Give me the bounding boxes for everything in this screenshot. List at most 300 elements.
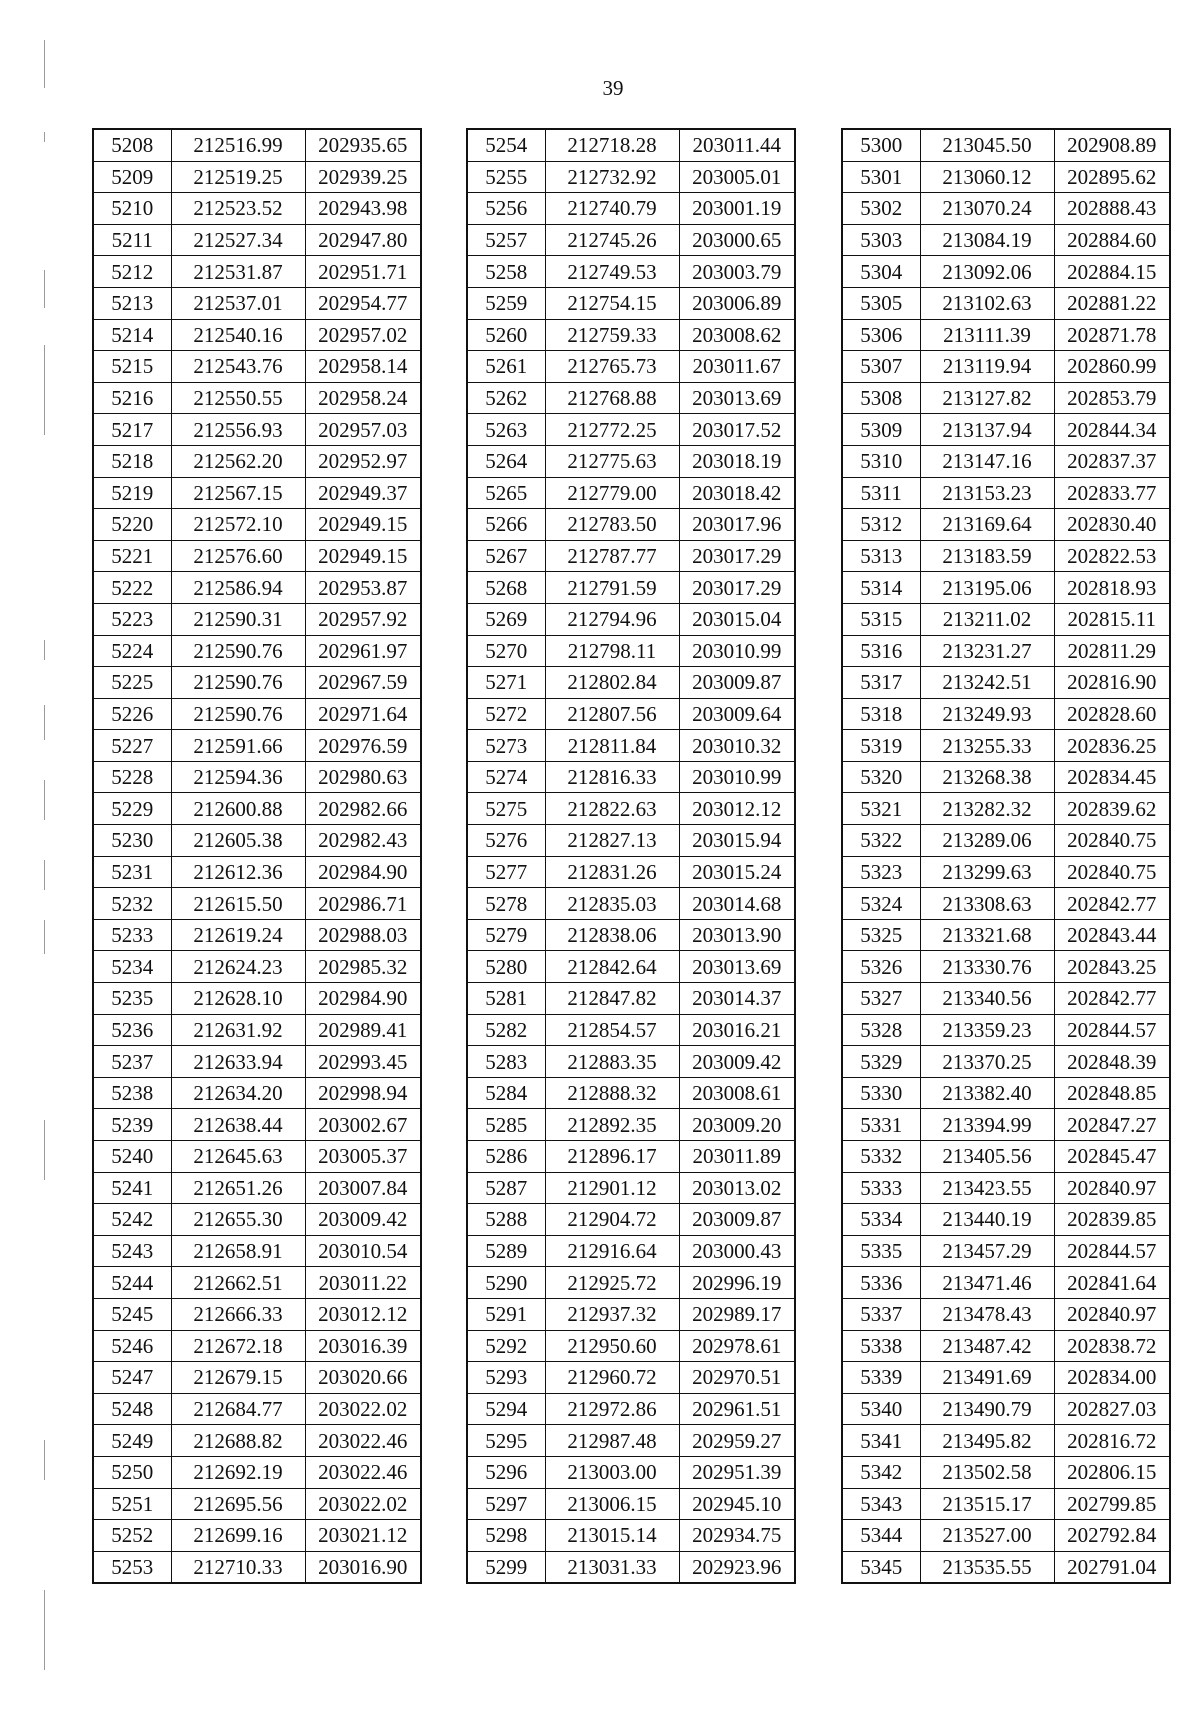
x-coordinate-cell: 213535.55 [920,1551,1054,1583]
x-coordinate-cell: 212666.33 [171,1298,305,1330]
x-coordinate-cell: 212540.16 [171,319,305,351]
table-row [467,540,795,572]
x-coordinate-cell: 213060.12 [920,161,1054,193]
y-coordinate-cell: 202989.17 [679,1298,795,1330]
point-number-cell: 5291 [467,1298,545,1330]
point-number-cell: 5337 [842,1298,920,1330]
point-number-cell: 5300 [842,129,920,161]
point-number-cell: 5242 [93,1204,171,1236]
y-coordinate-cell: 202816.90 [1054,667,1170,699]
x-coordinate-cell: 213119.94 [920,351,1054,383]
y-coordinate-cell: 202958.24 [305,382,421,414]
table-row [93,1046,421,1078]
point-number-cell: 5257 [467,224,545,256]
x-coordinate-cell: 212768.88 [545,382,679,414]
point-number-cell: 5230 [93,825,171,857]
x-coordinate-cell: 213423.55 [920,1172,1054,1204]
y-coordinate-cell: 202984.90 [305,983,421,1015]
y-coordinate-cell: 202845.47 [1054,1141,1170,1173]
x-coordinate-cell: 213478.43 [920,1298,1054,1330]
y-coordinate-cell: 202949.37 [305,477,421,509]
table-row [93,1014,421,1046]
table-row [467,193,795,225]
table-row [842,761,1170,793]
x-coordinate-cell: 212695.56 [171,1488,305,1520]
x-coordinate-cell: 213491.69 [920,1362,1054,1394]
point-number-cell: 5298 [467,1520,545,1552]
point-number-cell: 5327 [842,983,920,1015]
point-number-cell: 5236 [93,1014,171,1046]
point-number-cell: 5256 [467,193,545,225]
point-number-cell: 5340 [842,1393,920,1425]
x-coordinate-cell: 213169.64 [920,509,1054,541]
point-number-cell: 5267 [467,540,545,572]
x-coordinate-cell: 212842.64 [545,951,679,983]
table-row [467,572,795,604]
y-coordinate-cell: 202881.22 [1054,287,1170,319]
point-number-cell: 5248 [93,1393,171,1425]
x-coordinate-cell: 213321.68 [920,919,1054,951]
point-number-cell: 5223 [93,603,171,635]
table-row [93,856,421,888]
point-number-cell: 5232 [93,888,171,920]
y-coordinate-cell: 203010.99 [679,761,795,793]
point-number-cell: 5244 [93,1267,171,1299]
point-number-cell: 5301 [842,161,920,193]
y-coordinate-cell: 203011.44 [679,129,795,161]
x-coordinate-cell: 213440.19 [920,1204,1054,1236]
y-coordinate-cell: 203010.54 [305,1235,421,1267]
y-coordinate-cell: 203009.42 [305,1204,421,1236]
table-row [93,287,421,319]
table-row [842,256,1170,288]
table-row [842,919,1170,951]
x-coordinate-cell: 212658.91 [171,1235,305,1267]
table-row [842,1520,1170,1552]
x-coordinate-cell: 212628.10 [171,983,305,1015]
y-coordinate-cell: 203003.79 [679,256,795,288]
table-row [93,1520,421,1552]
scan-margin-mark [44,345,45,435]
x-coordinate-cell: 213330.76 [920,951,1054,983]
point-number-cell: 5276 [467,825,545,857]
x-coordinate-cell: 212901.12 [545,1172,679,1204]
y-coordinate-cell: 202830.40 [1054,509,1170,541]
point-number-cell: 5245 [93,1298,171,1330]
table-row [93,603,421,635]
x-coordinate-cell: 212937.32 [545,1298,679,1330]
point-number-cell: 5273 [467,730,545,762]
x-coordinate-cell: 212550.55 [171,382,305,414]
x-coordinate-cell: 212699.16 [171,1520,305,1552]
y-coordinate-cell: 202843.44 [1054,919,1170,951]
table-row [842,351,1170,383]
scan-margin-mark [44,780,45,820]
table-row [842,1235,1170,1267]
x-coordinate-cell: 213242.51 [920,667,1054,699]
scan-margin-mark [44,40,45,88]
point-number-cell: 5263 [467,414,545,446]
point-number-cell: 5345 [842,1551,920,1583]
y-coordinate-cell: 202954.77 [305,287,421,319]
table-row [842,1393,1170,1425]
table-row [467,287,795,319]
y-coordinate-cell: 202951.39 [679,1456,795,1488]
point-number-cell: 5342 [842,1456,920,1488]
x-coordinate-cell: 213457.29 [920,1235,1054,1267]
x-coordinate-cell: 213527.00 [920,1520,1054,1552]
x-coordinate-cell: 212854.57 [545,1014,679,1046]
y-coordinate-cell: 202816.72 [1054,1425,1170,1457]
y-coordinate-cell: 203013.02 [679,1172,795,1204]
table-row [842,698,1170,730]
table-row [467,351,795,383]
table-row [467,1204,795,1236]
x-coordinate-cell: 212638.44 [171,1109,305,1141]
table-row [467,1014,795,1046]
point-number-cell: 5271 [467,667,545,699]
x-coordinate-cell: 212576.60 [171,540,305,572]
x-coordinate-cell: 212807.56 [545,698,679,730]
point-number-cell: 5219 [93,477,171,509]
point-number-cell: 5249 [93,1425,171,1457]
x-coordinate-cell: 212710.33 [171,1551,305,1583]
point-number-cell: 5280 [467,951,545,983]
point-number-cell: 5335 [842,1235,920,1267]
coordinate-table-2 [466,128,796,1584]
y-coordinate-cell: 202971.64 [305,698,421,730]
table-row [93,1393,421,1425]
point-number-cell: 5289 [467,1235,545,1267]
point-number-cell: 5333 [842,1172,920,1204]
x-coordinate-cell: 212759.33 [545,319,679,351]
point-number-cell: 5215 [93,351,171,383]
x-coordinate-cell: 212537.01 [171,287,305,319]
table-row [842,1077,1170,1109]
x-coordinate-cell: 212754.15 [545,287,679,319]
table-row [93,761,421,793]
x-coordinate-cell: 212523.52 [171,193,305,225]
x-coordinate-cell: 213299.63 [920,856,1054,888]
point-number-cell: 5329 [842,1046,920,1078]
y-coordinate-cell: 202806.15 [1054,1456,1170,1488]
x-coordinate-cell: 212519.25 [171,161,305,193]
table-row [93,572,421,604]
x-coordinate-cell: 213394.99 [920,1109,1054,1141]
point-number-cell: 5306 [842,319,920,351]
point-number-cell: 5260 [467,319,545,351]
y-coordinate-cell: 202961.97 [305,635,421,667]
y-coordinate-cell: 203017.29 [679,540,795,572]
table-row [467,635,795,667]
table-row [467,983,795,1015]
table-row [93,1077,421,1109]
point-number-cell: 5266 [467,509,545,541]
x-coordinate-cell: 212787.77 [545,540,679,572]
point-number-cell: 5258 [467,256,545,288]
y-coordinate-cell: 202923.96 [679,1551,795,1583]
point-number-cell: 5237 [93,1046,171,1078]
y-coordinate-cell: 203005.37 [305,1141,421,1173]
table-row [842,1141,1170,1173]
x-coordinate-cell: 212633.94 [171,1046,305,1078]
y-coordinate-cell: 202853.79 [1054,382,1170,414]
table-row [842,825,1170,857]
y-coordinate-cell: 202957.92 [305,603,421,635]
x-coordinate-cell: 212516.99 [171,129,305,161]
x-coordinate-cell: 212972.86 [545,1393,679,1425]
y-coordinate-cell: 202951.71 [305,256,421,288]
y-coordinate-cell: 202842.77 [1054,888,1170,920]
y-coordinate-cell: 202841.64 [1054,1267,1170,1299]
x-coordinate-cell: 213515.17 [920,1488,1054,1520]
table-row [467,603,795,635]
table-row [93,730,421,762]
y-coordinate-cell: 202989.41 [305,1014,421,1046]
point-number-cell: 5208 [93,129,171,161]
table-row [93,1235,421,1267]
table-row [467,477,795,509]
table-row [842,1267,1170,1299]
table-row [842,193,1170,225]
x-coordinate-cell: 212591.66 [171,730,305,762]
x-coordinate-cell: 212835.03 [545,888,679,920]
point-number-cell: 5253 [93,1551,171,1583]
point-number-cell: 5315 [842,603,920,635]
y-coordinate-cell: 202840.97 [1054,1172,1170,1204]
x-coordinate-cell: 212600.88 [171,793,305,825]
coordinate-table-1 [92,128,422,1584]
y-coordinate-cell: 202945.10 [679,1488,795,1520]
table-row [467,1520,795,1552]
y-coordinate-cell: 203018.42 [679,477,795,509]
point-number-cell: 5262 [467,382,545,414]
y-coordinate-cell: 203005.01 [679,161,795,193]
y-coordinate-cell: 202949.15 [305,509,421,541]
x-coordinate-cell: 212615.50 [171,888,305,920]
y-coordinate-cell: 203000.43 [679,1235,795,1267]
table-row [93,161,421,193]
y-coordinate-cell: 202884.60 [1054,224,1170,256]
y-coordinate-cell: 202834.00 [1054,1362,1170,1394]
point-number-cell: 5302 [842,193,920,225]
x-coordinate-cell: 213308.63 [920,888,1054,920]
table-row [842,1046,1170,1078]
point-number-cell: 5251 [93,1488,171,1520]
scan-margin-mark [44,1120,45,1180]
point-number-cell: 5309 [842,414,920,446]
point-number-cell: 5325 [842,919,920,951]
point-number-cell: 5297 [467,1488,545,1520]
x-coordinate-cell: 212590.76 [171,635,305,667]
y-coordinate-cell: 202998.94 [305,1077,421,1109]
point-number-cell: 5250 [93,1456,171,1488]
table-row [842,224,1170,256]
x-coordinate-cell: 212684.77 [171,1393,305,1425]
y-coordinate-cell: 202939.25 [305,161,421,193]
table-row [93,540,421,572]
x-coordinate-cell: 212692.19 [171,1456,305,1488]
point-number-cell: 5217 [93,414,171,446]
table-row [93,667,421,699]
table-row [467,256,795,288]
table-row [842,1551,1170,1583]
y-coordinate-cell: 202847.27 [1054,1109,1170,1141]
y-coordinate-cell: 202958.14 [305,351,421,383]
x-coordinate-cell: 212888.32 [545,1077,679,1109]
x-coordinate-cell: 213070.24 [920,193,1054,225]
table-row [93,414,421,446]
y-coordinate-cell: 203016.90 [305,1551,421,1583]
y-coordinate-cell: 203017.52 [679,414,795,446]
point-number-cell: 5292 [467,1330,545,1362]
x-coordinate-cell: 213003.00 [545,1456,679,1488]
x-coordinate-cell: 212775.63 [545,445,679,477]
x-coordinate-cell: 212572.10 [171,509,305,541]
y-coordinate-cell: 203015.04 [679,603,795,635]
table-row [93,319,421,351]
x-coordinate-cell: 212783.50 [545,509,679,541]
table-row [467,1425,795,1457]
point-number-cell: 5252 [93,1520,171,1552]
y-coordinate-cell: 202888.43 [1054,193,1170,225]
x-coordinate-cell: 213231.27 [920,635,1054,667]
y-coordinate-cell: 202840.75 [1054,856,1170,888]
x-coordinate-cell: 213249.93 [920,698,1054,730]
x-coordinate-cell: 213015.14 [545,1520,679,1552]
scan-margin-mark [44,860,45,890]
y-coordinate-cell: 203016.21 [679,1014,795,1046]
x-coordinate-cell: 212916.64 [545,1235,679,1267]
x-coordinate-cell: 212779.00 [545,477,679,509]
table-row [842,1425,1170,1457]
point-number-cell: 5323 [842,856,920,888]
point-number-cell: 5294 [467,1393,545,1425]
x-coordinate-cell: 212740.79 [545,193,679,225]
point-number-cell: 5214 [93,319,171,351]
table-row [93,1551,421,1583]
point-number-cell: 5212 [93,256,171,288]
point-number-cell: 5224 [93,635,171,667]
y-coordinate-cell: 202834.45 [1054,761,1170,793]
table-row [93,1456,421,1488]
point-number-cell: 5272 [467,698,545,730]
table-row [842,635,1170,667]
table-row [467,1456,795,1488]
table-row [842,1204,1170,1236]
table-row [467,1330,795,1362]
y-coordinate-cell: 202935.65 [305,129,421,161]
table-row [467,1488,795,1520]
y-coordinate-cell: 202791.04 [1054,1551,1170,1583]
x-coordinate-cell: 213268.38 [920,761,1054,793]
point-number-cell: 5314 [842,572,920,604]
point-number-cell: 5228 [93,761,171,793]
x-coordinate-cell: 213102.63 [920,287,1054,319]
y-coordinate-cell: 203017.29 [679,572,795,604]
table-row [93,1425,421,1457]
x-coordinate-cell: 213045.50 [920,129,1054,161]
x-coordinate-cell: 212631.92 [171,1014,305,1046]
y-coordinate-cell: 202839.62 [1054,793,1170,825]
scan-margin-mark [44,270,45,308]
table-row [842,509,1170,541]
x-coordinate-cell: 212798.11 [545,635,679,667]
table-row [842,540,1170,572]
point-number-cell: 5213 [93,287,171,319]
y-coordinate-cell: 202986.71 [305,888,421,920]
x-coordinate-cell: 212883.35 [545,1046,679,1078]
y-coordinate-cell: 202996.19 [679,1267,795,1299]
table-row [93,919,421,951]
point-number-cell: 5296 [467,1456,545,1488]
table-row [842,667,1170,699]
table-row [93,1141,421,1173]
point-number-cell: 5270 [467,635,545,667]
table-row [93,509,421,541]
x-coordinate-cell: 212892.35 [545,1109,679,1141]
y-coordinate-cell: 202833.77 [1054,477,1170,509]
y-coordinate-cell: 202838.72 [1054,1330,1170,1362]
table-row [842,129,1170,161]
y-coordinate-cell: 202952.97 [305,445,421,477]
point-number-cell: 5336 [842,1267,920,1299]
x-coordinate-cell: 213495.82 [920,1425,1054,1457]
table-row [93,1109,421,1141]
point-number-cell: 5239 [93,1109,171,1141]
point-number-cell: 5247 [93,1362,171,1394]
x-coordinate-cell: 212732.92 [545,161,679,193]
x-coordinate-cell: 213471.46 [920,1267,1054,1299]
y-coordinate-cell: 203001.19 [679,193,795,225]
x-coordinate-cell: 212772.25 [545,414,679,446]
y-coordinate-cell: 203008.62 [679,319,795,351]
y-coordinate-cell: 202884.15 [1054,256,1170,288]
point-number-cell: 5220 [93,509,171,541]
y-coordinate-cell: 203007.84 [305,1172,421,1204]
table-row [467,761,795,793]
page-number: 39 [602,76,624,100]
point-number-cell: 5274 [467,761,545,793]
point-number-cell: 5312 [842,509,920,541]
y-coordinate-cell: 203022.46 [305,1456,421,1488]
y-coordinate-cell: 202840.75 [1054,825,1170,857]
table-row [467,825,795,857]
y-coordinate-cell: 202822.53 [1054,540,1170,572]
point-number-cell: 5286 [467,1141,545,1173]
x-coordinate-cell: 212749.53 [545,256,679,288]
y-coordinate-cell: 202978.61 [679,1330,795,1362]
point-number-cell: 5324 [842,888,920,920]
point-number-cell: 5209 [93,161,171,193]
y-coordinate-cell: 202844.57 [1054,1235,1170,1267]
y-coordinate-cell: 203022.02 [305,1488,421,1520]
y-coordinate-cell: 203009.87 [679,667,795,699]
table-row [842,414,1170,446]
point-number-cell: 5278 [467,888,545,920]
y-coordinate-cell: 202792.84 [1054,1520,1170,1552]
y-coordinate-cell: 202908.89 [1054,129,1170,161]
table-row [93,1362,421,1394]
table-row [467,1172,795,1204]
x-coordinate-cell: 213502.58 [920,1456,1054,1488]
x-coordinate-cell: 212586.94 [171,572,305,604]
y-coordinate-cell: 202799.85 [1054,1488,1170,1520]
y-coordinate-cell: 202843.25 [1054,951,1170,983]
y-coordinate-cell: 203014.68 [679,888,795,920]
y-coordinate-cell: 202815.11 [1054,603,1170,635]
x-coordinate-cell: 212556.93 [171,414,305,446]
